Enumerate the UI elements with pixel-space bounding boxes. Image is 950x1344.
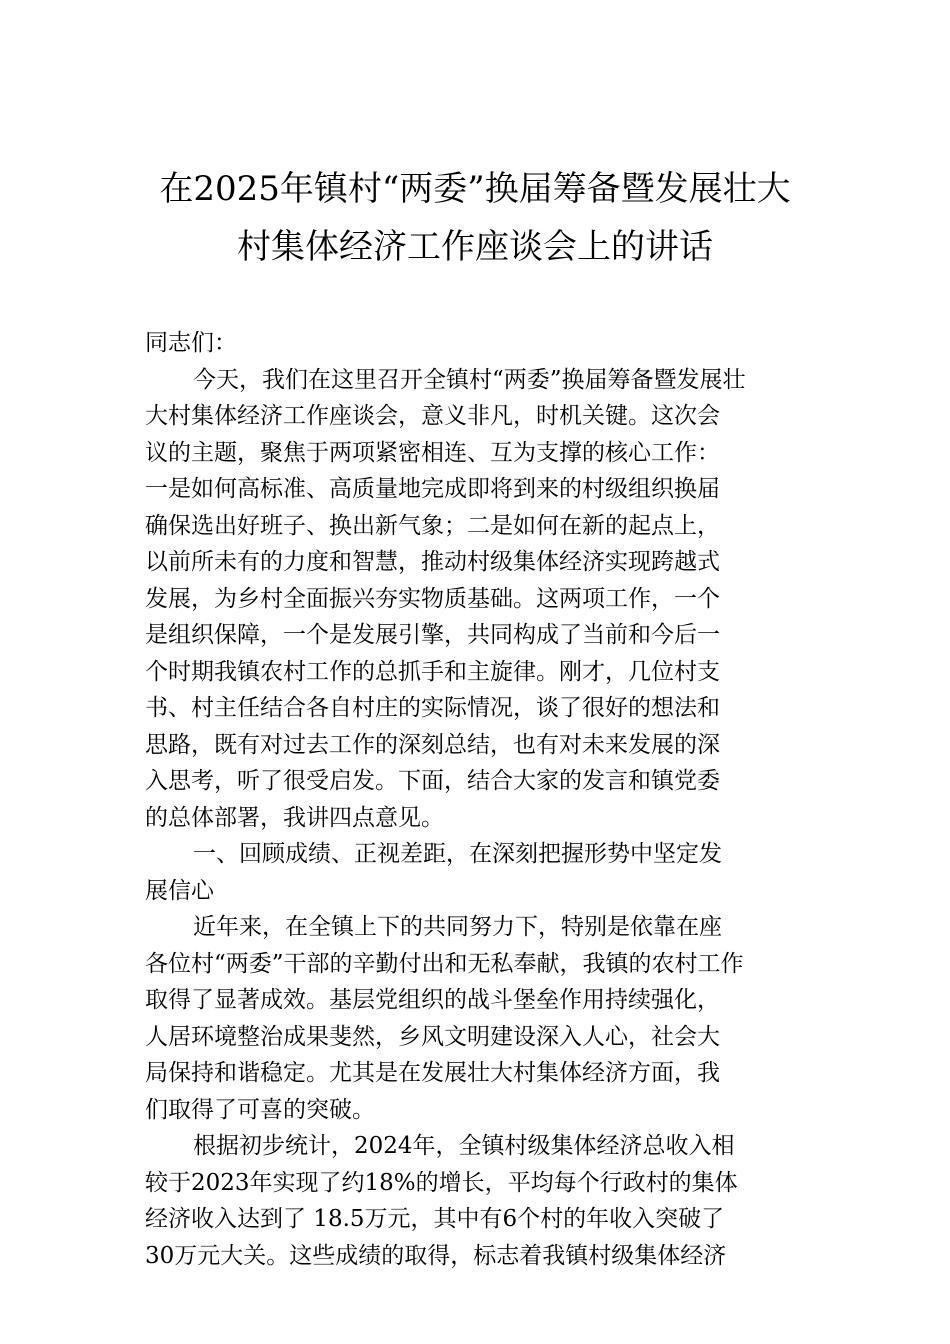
salutation-text: 同志们：: [145, 330, 237, 356]
heading-line: 一、回顾成绩、正视差距，在深刻把握形势中坚定发: [193, 841, 722, 867]
paragraph-line: 确保选出好班子、换出新气象；二是如何在新的起点上，: [145, 512, 720, 539]
paragraph-opening: [145, 362, 809, 837]
paragraph-line: 取得了显著成效。基层党组织的战斗堡垒作用持续强化，: [145, 987, 720, 1013]
document-body: [145, 325, 809, 1274]
paragraph-line: 是组织保障，一个是发展引擎，共同构成了当前和今后一: [145, 622, 720, 648]
paragraph-line: 经济收入达到了 18.5万元，其中有6个村的年收入突破了: [145, 1206, 725, 1232]
salutation: [145, 325, 809, 362]
paragraph-line: 局保持和谐稳定。尤其是在发展壮大村集体经济方面，我: [145, 1060, 720, 1086]
paragraph-achievements: [145, 909, 809, 1128]
paragraph-line: 个时期我镇农村工作的总抓手和主旋律。刚才，几位村支: [145, 658, 720, 685]
paragraph-line: 的总体部署，我讲四点意见。: [145, 804, 444, 831]
paragraph-line: 30万元大关。这些成绩的取得，标志着我镇村级集体经济: [145, 1242, 727, 1269]
paragraph-line: 近年来，在全镇上下的共同努力下，特别是依靠在座: [193, 914, 722, 940]
paragraph-line: 各位村“两委”干部的辛勤付出和无私奉献，我镇的农村工作: [145, 950, 744, 977]
paragraph-line: 一是如何高标准、高质量地完成即将到来的村级组织换届: [145, 476, 720, 502]
section-heading-1: [145, 836, 809, 909]
paragraph-line: 人居环境整治成果斐然，乡风文明建设深入人心，社会大: [145, 1023, 720, 1050]
paragraph-line: 思路，既有对过去工作的深刻总结，也有对未来发展的深: [145, 731, 720, 758]
paragraph-line: 今天，我们在这里召开全镇村“两委”换届筹备暨发展壮: [193, 366, 746, 393]
title-line-1: 在2025年镇村“两委”换届筹备暨发展壮大: [159, 169, 791, 209]
paragraph-line: 大村集体经济工作座谈会，意义非凡，时机关键。这次会: [145, 403, 720, 429]
paragraph-line: 发展，为乡村全面振兴夯实物质基础。这两项工作，一个: [145, 585, 720, 612]
heading-line: 展信心: [145, 877, 214, 904]
paragraph-line: 以前所未有的力度和智慧，推动村级集体经济实现跨越式: [145, 549, 720, 575]
paragraph-line: 入思考，听了很受启发。下面，结合大家的发言和镇党委: [145, 768, 720, 794]
document-title: [140, 160, 810, 276]
paragraph-line: 根据初步统计，2024年，全镇村级集体经济总收入相: [193, 1133, 735, 1159]
paragraph-line: 们取得了可喜的突破。: [145, 1096, 375, 1123]
paragraph-statistics: [145, 1128, 809, 1274]
paragraph-line: 议的主题，聚焦于两项紧密相连、互为支撑的核心工作：: [145, 439, 720, 466]
paragraph-line: 书、村主任结合各自村庄的实际情况，谈了很好的想法和: [145, 695, 720, 721]
paragraph-line: 较于2023年实现了约18%的增长，平均每个行政村的集体: [145, 1169, 738, 1196]
title-line-2: 村集体经济工作座谈会上的讲话: [237, 227, 713, 267]
